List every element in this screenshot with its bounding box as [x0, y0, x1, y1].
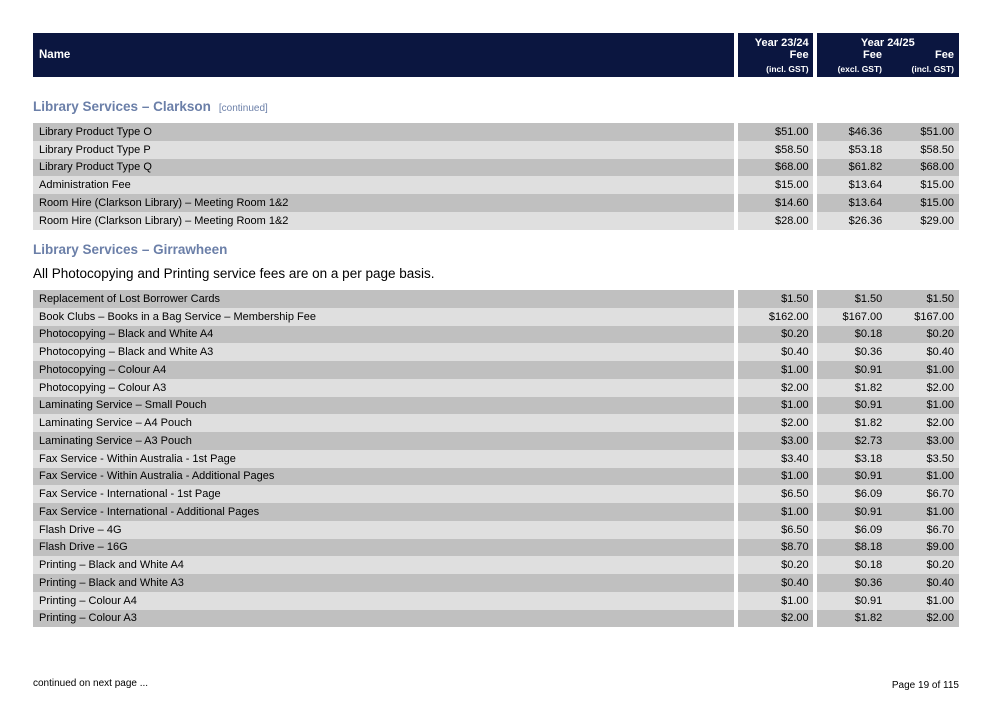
fee-24-25-incl: $68.00: [887, 159, 959, 177]
fee-24-25-excl: $0.18: [817, 326, 888, 344]
fee-24-25-excl: $13.64: [817, 194, 888, 212]
fee-name: Room Hire (Clarkson Library) – Meeting Room 1&2: [33, 212, 734, 230]
table-header: [33, 33, 959, 77]
fee-23-24-incl: $6.50: [738, 485, 813, 503]
table-row: [33, 610, 959, 628]
fee-name: Book Clubs – Books in a Bag Service – Membership Fee: [33, 308, 734, 326]
header-year1-label: Year 23/24: [754, 37, 809, 49]
fee-23-24-incl: $1.00: [738, 361, 813, 379]
fee-24-25-incl: $9.00: [887, 539, 959, 557]
clarkson-fee-table: [33, 123, 959, 230]
fee-23-24-incl: $58.50: [738, 141, 813, 159]
fee-name: Fax Service - International - 1st Page: [33, 485, 734, 503]
table-row: [33, 574, 959, 592]
fee-24-25-excl: $0.36: [817, 343, 888, 361]
header-year2-sub-incl: (incl. GST): [911, 64, 954, 74]
fee-24-25-incl: $2.00: [887, 379, 959, 397]
header-year2-fee-excl: Fee: [863, 49, 882, 61]
table-row: [33, 123, 959, 141]
fee-23-24-incl: $51.00: [738, 123, 813, 141]
table-row: [33, 159, 959, 177]
fee-23-24-incl: $68.00: [738, 159, 813, 177]
header-year2-fee-incl: Fee: [935, 49, 954, 61]
fee-24-25-incl: $0.40: [887, 343, 959, 361]
fee-24-25-incl: $1.00: [887, 468, 959, 486]
table-row: [33, 141, 959, 159]
fee-name: Flash Drive – 16G: [33, 539, 734, 557]
table-row: [33, 414, 959, 432]
fee-24-25-excl: $6.09: [817, 485, 888, 503]
fee-24-25-excl: $0.18: [817, 556, 888, 574]
fee-24-25-incl: $1.50: [887, 290, 959, 308]
table-row: [33, 521, 959, 539]
fee-24-25-excl: $2.73: [817, 432, 888, 450]
fee-name: Laminating Service – Small Pouch: [33, 397, 734, 415]
table-row: [33, 485, 959, 503]
fee-name: Library Product Type Q: [33, 159, 734, 177]
fee-23-24-incl: $1.00: [738, 397, 813, 415]
fee-23-24-incl: $2.00: [738, 379, 813, 397]
fee-name: Fax Service - Within Australia - 1st Page: [33, 450, 734, 468]
table-row: [33, 468, 959, 486]
fee-name: Fax Service - Within Australia - Additional Pages: [33, 468, 734, 486]
fee-name: Printing – Black and White A3: [33, 574, 734, 592]
fee-23-24-incl: $0.40: [738, 574, 813, 592]
fee-24-25-excl: $1.82: [817, 610, 888, 628]
fee-23-24-incl: $3.40: [738, 450, 813, 468]
fee-name: Printing – Black and White A4: [33, 556, 734, 574]
fee-24-25-excl: $8.18: [817, 539, 888, 557]
fee-name: Printing – Colour A4: [33, 592, 734, 610]
table-row: [33, 592, 959, 610]
fee-24-25-excl: $0.91: [817, 592, 888, 610]
fee-23-24-incl: $1.00: [738, 468, 813, 486]
continued-footer: continued on next page ...: [33, 678, 149, 689]
table-row: [33, 361, 959, 379]
fee-24-25-excl: $0.91: [817, 397, 888, 415]
fee-24-25-excl: $13.64: [817, 176, 888, 194]
fee-24-25-incl: $0.20: [887, 556, 959, 574]
fee-24-25-excl: $0.91: [817, 468, 888, 486]
fee-23-24-incl: $8.70: [738, 539, 813, 557]
header-year-24-25: [817, 33, 959, 77]
table-row: [33, 194, 959, 212]
fee-24-25-excl: $6.09: [817, 521, 888, 539]
table-row: [33, 556, 959, 574]
fee-23-24-incl: $28.00: [738, 212, 813, 230]
header-year1-sub: (incl. GST): [766, 64, 809, 74]
fee-name: Room Hire (Clarkson Library) – Meeting Room 1&2: [33, 194, 734, 212]
fee-name: Photocopying – Colour A4: [33, 361, 734, 379]
fee-name: Photocopying – Colour A3: [33, 379, 734, 397]
fee-23-24-incl: $1.00: [738, 503, 813, 521]
fee-24-25-excl: $167.00: [817, 308, 888, 326]
header-year2-sub-excl: (excl. GST): [837, 64, 882, 74]
fee-24-25-incl: $3.50: [887, 450, 959, 468]
header-year-23-24: [738, 33, 813, 77]
table-row: [33, 290, 959, 308]
fee-name: Library Product Type P: [33, 141, 734, 159]
table-row: [33, 308, 959, 326]
fee-name: Flash Drive – 4G: [33, 521, 734, 539]
fee-23-24-incl: $1.00: [738, 592, 813, 610]
fee-24-25-incl: $15.00: [887, 176, 959, 194]
fee-name: Laminating Service – A3 Pouch: [33, 432, 734, 450]
table-row: [33, 503, 959, 521]
page-number: Page 19 of 115: [891, 680, 959, 691]
section-title-girrawheen: Library Services – Girrawheen: [33, 242, 228, 257]
fee-24-25-excl: $46.36: [817, 123, 888, 141]
fee-24-25-excl: $61.82: [817, 159, 888, 177]
fee-name: Fax Service - International - Additional Pages: [33, 503, 734, 521]
fee-24-25-incl: $3.00: [887, 432, 959, 450]
fee-24-25-excl: $1.82: [817, 379, 888, 397]
table-row: [33, 450, 959, 468]
fee-24-25-incl: $6.70: [887, 485, 959, 503]
fee-23-24-incl: $3.00: [738, 432, 813, 450]
fee-24-25-incl: $1.00: [887, 503, 959, 521]
fee-23-24-incl: $0.40: [738, 343, 813, 361]
fee-24-25-incl: $2.00: [887, 610, 959, 628]
table-row: [33, 379, 959, 397]
fee-24-25-incl: $0.40: [887, 574, 959, 592]
fee-23-24-incl: $1.50: [738, 290, 813, 308]
fee-23-24-incl: $14.60: [738, 194, 813, 212]
fee-name: Administration Fee: [33, 176, 734, 194]
section-title-text: Library Services – Clarkson: [33, 99, 211, 114]
fee-24-25-incl: $15.00: [887, 194, 959, 212]
fee-23-24-incl: $0.20: [738, 556, 813, 574]
fee-24-25-incl: $51.00: [887, 123, 959, 141]
fee-24-25-incl: $2.00: [887, 414, 959, 432]
section-title-clarkson: [33, 99, 268, 114]
fee-23-24-incl: $2.00: [738, 414, 813, 432]
header-year1-fee: Fee: [789, 49, 809, 61]
fee-24-25-excl: $0.36: [817, 574, 888, 592]
fee-24-25-incl: $6.70: [887, 521, 959, 539]
girrawheen-fee-table: [33, 290, 959, 627]
header-name: Name: [33, 33, 734, 77]
fee-24-25-excl: $1.50: [817, 290, 888, 308]
table-row: [33, 212, 959, 230]
table-row: [33, 176, 959, 194]
table-row: [33, 539, 959, 557]
fee-name: Photocopying – Black and White A3: [33, 343, 734, 361]
fee-24-25-incl: $1.00: [887, 397, 959, 415]
fee-24-25-incl: $29.00: [887, 212, 959, 230]
fee-name: Replacement of Lost Borrower Cards: [33, 290, 734, 308]
fee-23-24-incl: $6.50: [738, 521, 813, 539]
fee-23-24-incl: $15.00: [738, 176, 813, 194]
table-row: [33, 343, 959, 361]
fee-name: Photocopying – Black and White A4: [33, 326, 734, 344]
header-year2-label: Year 24/25: [860, 37, 915, 49]
fee-24-25-excl: $1.82: [817, 414, 888, 432]
fee-name: Laminating Service – A4 Pouch: [33, 414, 734, 432]
fee-24-25-excl: $53.18: [817, 141, 888, 159]
fee-23-24-incl: $0.20: [738, 326, 813, 344]
section-note: All Photocopying and Printing service fees are on a per page basis.: [33, 266, 435, 281]
fee-24-25-excl: $0.91: [817, 503, 888, 521]
table-row: [33, 397, 959, 415]
fee-24-25-incl: $58.50: [887, 141, 959, 159]
fee-24-25-excl: $3.18: [817, 450, 888, 468]
fee-24-25-incl: $1.00: [887, 361, 959, 379]
table-row: [33, 432, 959, 450]
fee-24-25-incl: $0.20: [887, 326, 959, 344]
continued-label: [continued]: [218, 103, 268, 114]
fee-24-25-incl: $1.00: [887, 592, 959, 610]
fee-24-25-excl: $0.91: [817, 361, 888, 379]
fee-23-24-incl: $162.00: [738, 308, 813, 326]
fee-name: Library Product Type O: [33, 123, 734, 141]
fee-23-24-incl: $2.00: [738, 610, 813, 628]
fee-24-25-incl: $167.00: [887, 308, 959, 326]
fee-24-25-excl: $26.36: [817, 212, 888, 230]
table-row: [33, 326, 959, 344]
fee-name: Printing – Colour A3: [33, 610, 734, 628]
